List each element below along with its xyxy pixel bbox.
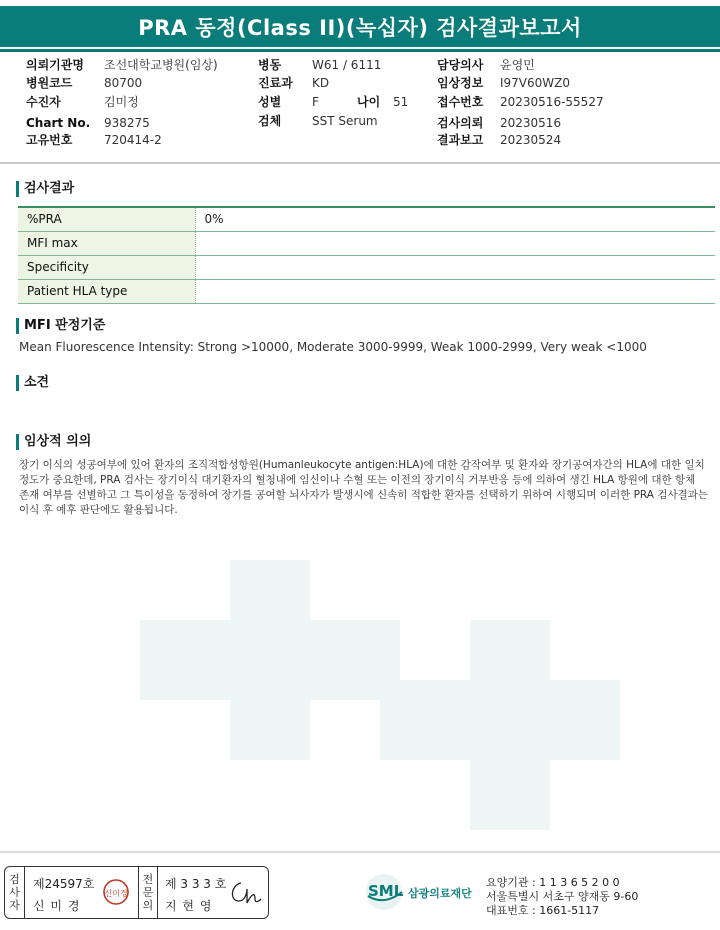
result-label: Patient HLA type bbox=[18, 279, 195, 303]
tester-license: 제24597호 bbox=[33, 877, 95, 891]
clinical-line: 존재 여부를 선별하고 그 특이성을 동정하여 장기를 공여할 뇌사자가 발생시에 신속히 적합한 환자를 선택하기 위하여 시행되며 이러한 PRA 검사결과는 bbox=[19, 489, 709, 501]
table-row bbox=[18, 231, 715, 255]
org-name: 삼광의료재단 bbox=[408, 887, 472, 900]
signature-box bbox=[4, 866, 269, 919]
info-value: I97V60WZ0 bbox=[500, 76, 571, 90]
results-table bbox=[18, 206, 715, 304]
result-label: Specificity bbox=[18, 255, 195, 279]
info-label: 접수번호 bbox=[437, 95, 484, 109]
specialist-signature-icon bbox=[225, 875, 265, 909]
info-value: SST Serum bbox=[312, 114, 378, 128]
specialist-name: 지 현 영 bbox=[165, 899, 213, 913]
info-value: 윤영민 bbox=[500, 58, 535, 72]
info-label: 담당의사 bbox=[437, 58, 484, 72]
info-value: 김미정 bbox=[104, 95, 139, 109]
report-title: PRA 동정(Class II)(녹십자) 검사결과보고서 bbox=[0, 6, 720, 47]
age-label: 나이 bbox=[357, 95, 381, 109]
table-row bbox=[18, 207, 715, 231]
header-divider bbox=[0, 162, 720, 164]
info-label: Chart No. bbox=[26, 116, 91, 130]
clinical-line: 정도가 중요한데, PRA 검사는 장기이식 대기환자의 혈청내에 임신이나 수혈 또는 이전의 장기이식 거부반응 등에 의하여 생긴 HLA 항원에 대한 항체 bbox=[19, 474, 696, 486]
result-value bbox=[195, 255, 715, 279]
info-value: 20230516 bbox=[500, 116, 562, 130]
age-value: 51 bbox=[393, 95, 409, 109]
info-label: 진료과 bbox=[258, 76, 293, 90]
tester-seal-icon bbox=[101, 877, 131, 907]
result-label: %PRA bbox=[18, 207, 195, 231]
tester-name: 신 미 경 bbox=[33, 899, 81, 913]
stamp-text: 신미경 bbox=[104, 889, 128, 898]
info-value: F bbox=[312, 95, 319, 109]
table-row bbox=[18, 279, 715, 303]
info-value: 조선대학교병원(임상) bbox=[104, 58, 218, 72]
title-rule bbox=[0, 49, 720, 52]
findings-section-title: 소견 bbox=[16, 374, 49, 392]
org-line: 대표번호 : 1661-5117 bbox=[486, 904, 600, 917]
info-label: 병원코드 bbox=[26, 76, 73, 90]
info-value: 938275 bbox=[104, 116, 150, 130]
clinical-line: 이식 후 예후 판단에도 활용됩니다. bbox=[19, 504, 178, 516]
result-value bbox=[195, 279, 715, 303]
table-row bbox=[18, 255, 715, 279]
info-label: 임상정보 bbox=[437, 76, 484, 90]
info-label: 결과보고 bbox=[437, 133, 484, 147]
info-value: 20230516-55527 bbox=[500, 95, 604, 109]
info-label: 성별 bbox=[258, 95, 282, 109]
info-label: 검체 bbox=[258, 114, 282, 128]
info-label: 수진자 bbox=[26, 95, 61, 109]
tester-label: 검 사 자 bbox=[5, 867, 25, 918]
watermark-cross-icon bbox=[80, 540, 640, 860]
org-line: 서울특별시 서초구 양재동 9-60 bbox=[486, 890, 639, 903]
info-label: 병동 bbox=[258, 58, 282, 72]
info-label: 고유번호 bbox=[26, 133, 73, 147]
info-value: 80700 bbox=[104, 76, 143, 90]
info-value: W61 / 6111 bbox=[312, 58, 382, 72]
info-label: 검사의뢰 bbox=[437, 116, 484, 130]
result-label: MFI max bbox=[18, 231, 195, 255]
clinical-significance-text bbox=[19, 458, 711, 518]
clinical-line: 장기 이식의 성공여부에 있어 환자의 조직적합성항원(Humanleukocyte antigen:HLA)에 대한 감작여부 및 환자와 장기공여자간의 HLA에 대한 일치 bbox=[19, 459, 705, 471]
logo-text: SML bbox=[368, 882, 404, 900]
clinical-section-title: 임상적 의의 bbox=[16, 433, 91, 451]
footer-divider bbox=[0, 851, 720, 853]
mfi-section-title: MFI 판정기준 bbox=[16, 317, 105, 335]
mfi-criteria-text: Mean Fluorescence Intensity: Strong >10000, Moderate 3000-9999, Weak 1000-2999, Very weak <1000 bbox=[19, 340, 647, 354]
result-value: 0% bbox=[195, 207, 715, 231]
info-value: KD bbox=[312, 76, 330, 90]
info-value: 20230524 bbox=[500, 133, 562, 147]
info-value: 720414-2 bbox=[104, 133, 162, 147]
specialist-label: 전 문 의 bbox=[138, 867, 158, 918]
results-section-title: 검사결과 bbox=[16, 180, 74, 198]
result-value bbox=[195, 231, 715, 255]
specialist-license: 제 3 3 3 호 bbox=[165, 877, 227, 891]
info-label: 의뢰기관명 bbox=[26, 58, 84, 72]
org-line: 요양기관 : 1 1 3 6 5 2 0 0 bbox=[486, 876, 620, 889]
